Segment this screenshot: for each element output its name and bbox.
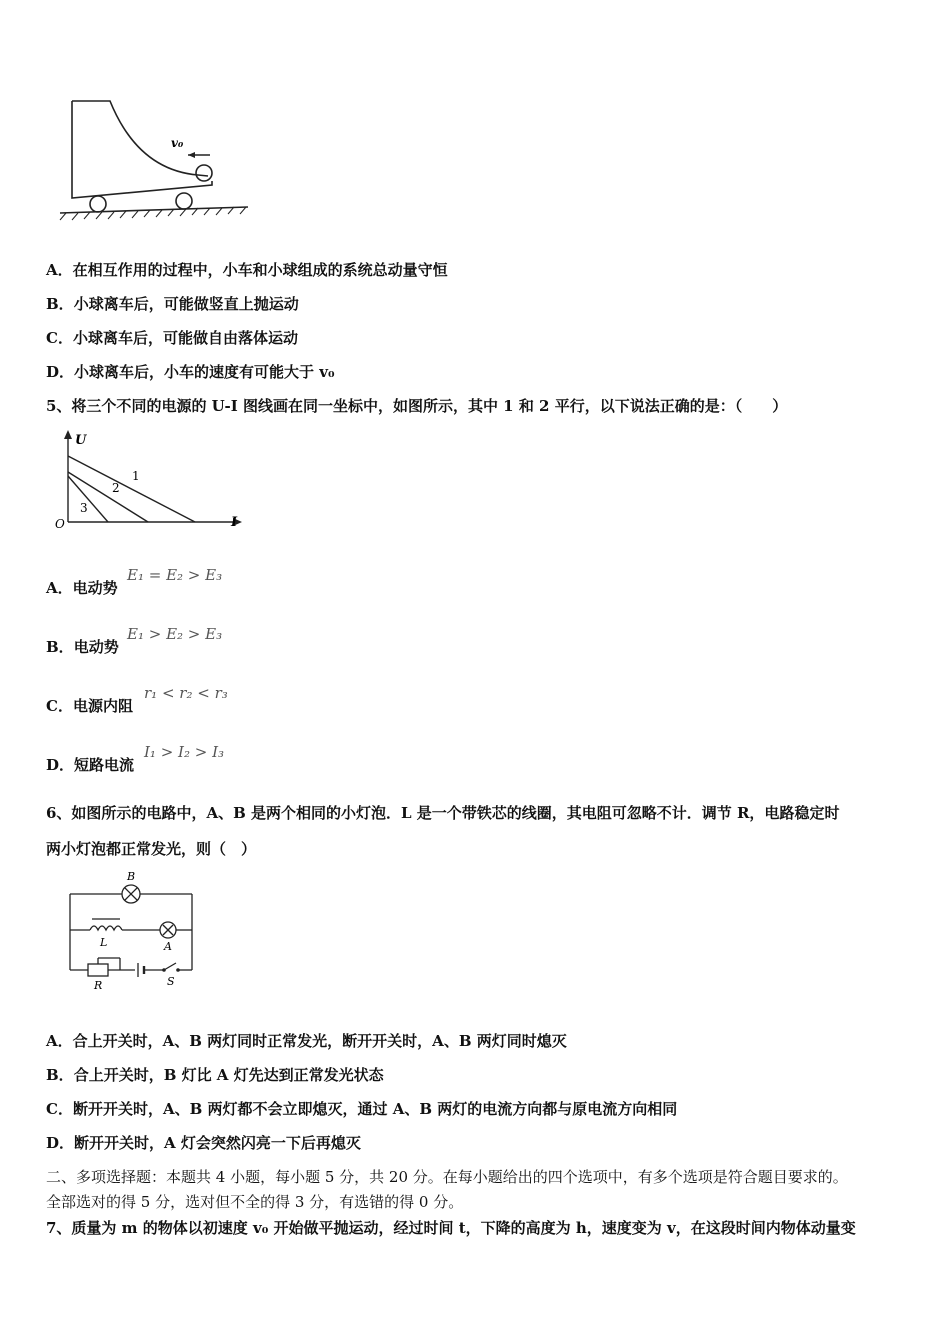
ui-graph-figure bbox=[50, 428, 250, 533]
line-1-label: 1 bbox=[132, 469, 140, 483]
q6-option-c: C．断开开关时，A、B 两灯都不会立即熄灭，通过 A、B 两灯的电流方向都与原电流方向相同 bbox=[46, 1100, 678, 1118]
section-2-line1: 二、多项选择题：本题共 4 小题，每小题 5 分，共 20 分。在每小题给出的四个选项中，有多个选项是符合题目要求的。 bbox=[46, 1168, 848, 1186]
cart-figure bbox=[58, 95, 253, 225]
q5-option-d-math: I₁ > I₂ > I₃ bbox=[144, 743, 225, 761]
q5-stem: 5、将三个不同的电源的 U-I 图线画在同一坐标中，如图所示，其中 1 和 2 平行，以下说法正确的是：（ ） bbox=[46, 397, 788, 415]
q6-stem-line2: 两小灯泡都正常发光，则（ ） bbox=[46, 840, 257, 858]
q5-option-d: D．短路电流 bbox=[46, 756, 135, 774]
switch-label: S bbox=[167, 975, 175, 988]
line-3-label: 3 bbox=[80, 501, 88, 515]
lamp-b-label: B bbox=[127, 870, 136, 883]
q6-option-d: D．断开开关时，A 灯会突然闪亮一下后再熄灭 bbox=[46, 1134, 361, 1152]
q4-option-b: B．小球离车后，可能做竖直上抛运动 bbox=[46, 295, 299, 313]
q6-stem-line1: 6、如图所示的电路中，A、B 是两个相同的小灯泡．L 是一个带铁芯的线圈，其电阻可忽略不计．调节 R，电路稳定时 bbox=[46, 804, 840, 822]
q4-option-d: D．小球离车后，小车的速度有可能大于 v₀ bbox=[46, 363, 335, 381]
circuit-figure bbox=[60, 868, 205, 993]
velocity-label: v₀ bbox=[171, 136, 184, 150]
section-2-line2: 全部选对的得 5 分，选对但不全的得 3 分，有选错的得 0 分。 bbox=[46, 1193, 464, 1211]
line-2-label: 2 bbox=[112, 481, 120, 495]
q5-option-b-math: E₁ > E₂ > E₃ bbox=[127, 625, 223, 643]
q4-option-c: C．小球离车后，可能做自由落体运动 bbox=[46, 329, 298, 347]
q7-stem: 7、质量为 m 的物体以初速度 v₀ 开始做平抛运动，经过时间 t，下降的高度为 h，速度变为 v，在这段时间内物体动量变 bbox=[46, 1219, 856, 1237]
q6-option-b: B．合上开关时，B 灯比 A 灯先达到正常发光状态 bbox=[46, 1066, 384, 1084]
q5-option-a: A．电动势 bbox=[46, 579, 118, 597]
axis-i-label: I bbox=[231, 515, 238, 530]
origin-label: O bbox=[55, 517, 65, 531]
resistor-label: R bbox=[94, 979, 103, 992]
axis-u-label: U bbox=[75, 433, 87, 448]
q4-option-a: A．在相互作用的过程中，小车和小球组成的系统总动量守恒 bbox=[46, 261, 448, 279]
lamp-a-label: A bbox=[164, 940, 172, 953]
q5-option-c-math: r₁ < r₂ < r₃ bbox=[144, 684, 228, 702]
coil-label: L bbox=[100, 936, 108, 949]
q5-option-b: B．电动势 bbox=[46, 638, 119, 656]
q6-option-a: A．合上开关时，A、B 两灯同时正常发光，断开开关时，A、B 两灯同时熄灭 bbox=[46, 1032, 567, 1050]
q5-option-c: C．电源内阻 bbox=[46, 697, 133, 715]
q5-option-a-math: E₁ = E₂ > E₃ bbox=[127, 566, 223, 584]
